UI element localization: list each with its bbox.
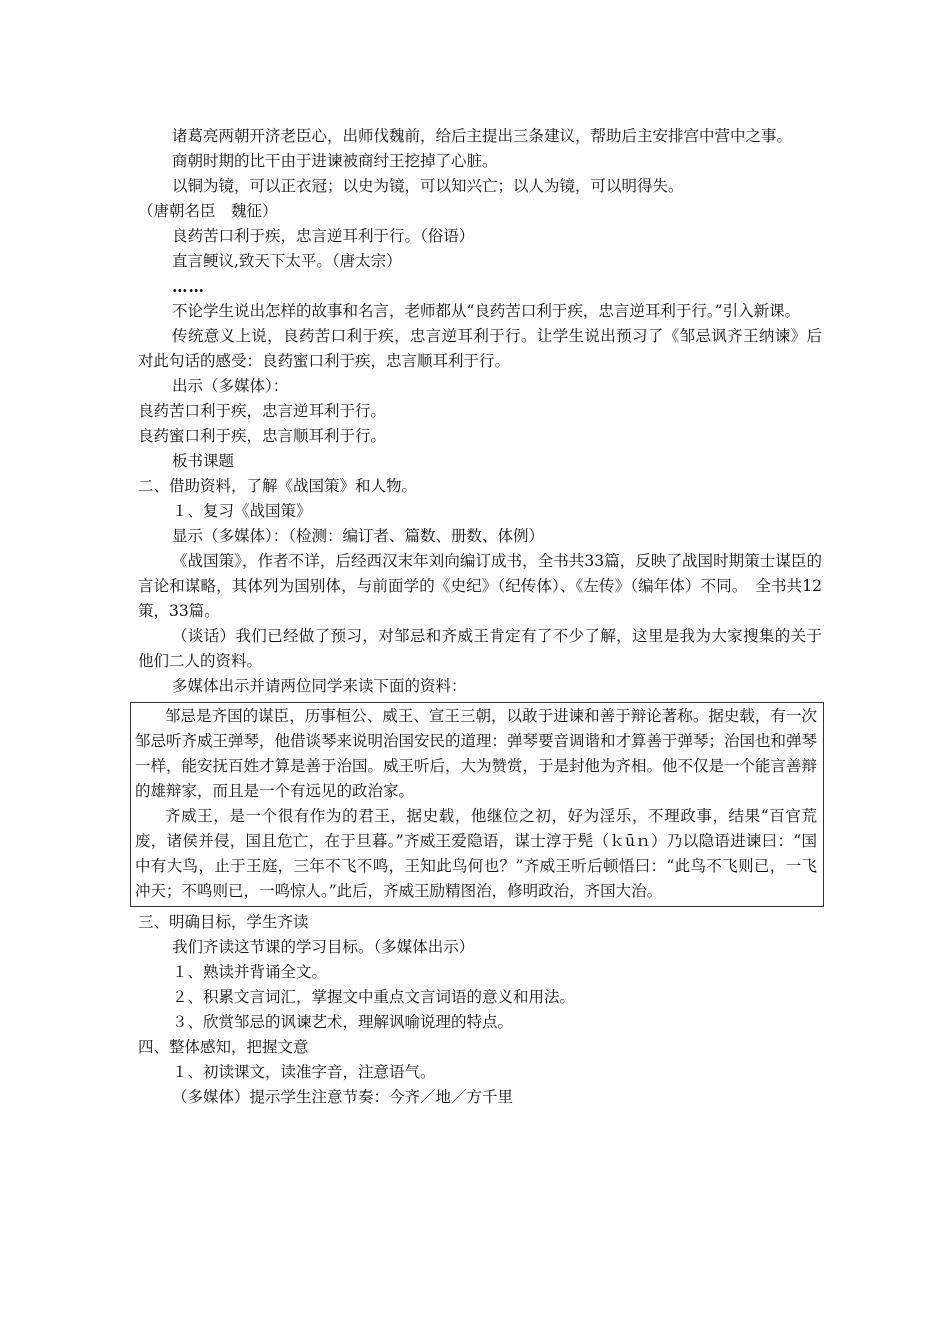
section-4-heading: 四、整体感知，把握文意 bbox=[138, 1038, 309, 1056]
goal-item-3: ３、欣赏邹忌的讽谏艺术，理解讽喻说理的特点。 bbox=[172, 1013, 514, 1031]
section-3-heading: 三、明确目标，学生齐读 bbox=[138, 913, 309, 931]
section-2-display: 显示（多媒体）：（检测：编订者、篇数、册数、体例） bbox=[172, 527, 545, 545]
paragraph-zhuge-liang: 诸葛亮两朝开济老臣心，出师伐魏前，给后主提出三条建议，帮助后主安排宫中营中之事。 bbox=[172, 127, 793, 145]
line-sweet-medicine: 良药蜜口利于疾，忠言顺耳利于行。 bbox=[138, 427, 387, 445]
paragraph-lead-in: 不论学生说出怎样的故事和名言，老师都从“良药苦口利于疾，忠言逆耳利于行。”引入新课。 bbox=[172, 302, 801, 320]
material-box bbox=[130, 702, 824, 907]
display-multimedia: 出示（多媒体）： bbox=[172, 377, 289, 395]
section-4-sub-1: １、初读课文，读准字音，注意语气。 bbox=[172, 1063, 436, 1081]
section-4-hint: （多媒体）提示学生注意节奏：今齐／地／方千里 bbox=[172, 1088, 514, 1106]
quote-proverb: 良药苦口利于疾，忠言逆耳利于行。（俗语） bbox=[172, 227, 475, 245]
goal-item-1: １、熟读并背诵全文。 bbox=[172, 963, 328, 981]
ellipsis: …… bbox=[172, 277, 205, 296]
box-paragraph-qi-weiwang: 齐威王，是一个很有作为的君王，据史载，他继位之初，好为淫乐，不理政事，结果“百官荒废，诸侯并侵，国且危亡，在于旦暮。”齐威王爱隐语，谋士淳于髡（ｋūｎ）乃以隐语进谏曰：“国中有大鸟，止于王庭，三年不飞不鸣，王知此鸟何也？”齐威王听后顿悟曰：“此鸟不飞则已，一飞冲天；不鸣则已，一鸣惊人。”此后，齐威王励精图治，修明政治，齐国大治。 bbox=[135, 807, 817, 900]
box-paragraph-zouji: 邹忌是齐国的谋臣，历事桓公、威王、宣王三朝，以敢于进谏和善于辩论著称。据史载，有一次邹忌听齐威王弹琴，他借谈琴来说明治国安民的道理：弹琴要音调谐和才算善于弹琴；治国也和弹琴一样，能安抚百姓才算是善于治国。威王听后，大为赞赏，于是封他为齐相。他不仅是一个能言善辩的雄辩家，而且是一个有远见的政治家。 bbox=[135, 707, 818, 800]
line-board-title: 板书课题 bbox=[172, 452, 235, 470]
section-3-intro: 我们齐读这节课的学习目标。（多媒体出示） bbox=[172, 938, 475, 956]
paragraph-zhanguoce: 《战国策》，作者不详，后经西汉末年刘向编订成书，全书共33篇，反映了战国时期策士谋臣的言论和谋略，其体列为国别体，与前面学的《史纪》（纪传体）、《左传》（编年体）不同。 全书共12策，33篇。 bbox=[138, 552, 822, 620]
paragraph-show-read: 多媒体出示并请两位同学来读下面的资料： bbox=[172, 677, 467, 695]
paragraph-traditional-meaning: 传统意义上说，良药苦口利于疾，忠言逆耳利于行。让学生说出预习了《邹忌讽齐王纳谏》后对此句话的感受：良药蜜口利于疾，忠言顺耳利于行。 bbox=[138, 327, 822, 370]
paragraph-bi-gan: 商朝时期的比干由于进谏被商纣王挖掉了心脏。 bbox=[172, 152, 498, 170]
line-bitter-medicine: 良药苦口利于疾，忠言逆耳利于行。 bbox=[138, 402, 387, 420]
section-2-heading: 二、借助资料，了解《战国策》和人物。 bbox=[138, 477, 418, 495]
section-2-sub-1: １、复习《战国策》 bbox=[172, 502, 312, 520]
quote-tang-taizong: 直言鲠议,致天下太平。（唐太宗） bbox=[172, 252, 402, 270]
paragraph-mirror-quote: 以铜为镜，可以正衣冠；以史为镜，可以知兴亡；以人为镜，可以明得失。 bbox=[172, 177, 684, 195]
document-page bbox=[135, 124, 822, 1110]
attribution-weizheng: （唐朝名臣 魏征） bbox=[138, 202, 278, 220]
goal-item-2: ２、积累文言词汇，掌握文中重点文言词语的意义和用法。 bbox=[172, 988, 576, 1006]
paragraph-talk: （谈话）我们已经做了预习，对邹忌和齐威王肯定有了不少了解，这里是我为大家搜集的关于他们二人的资料。 bbox=[138, 627, 822, 670]
